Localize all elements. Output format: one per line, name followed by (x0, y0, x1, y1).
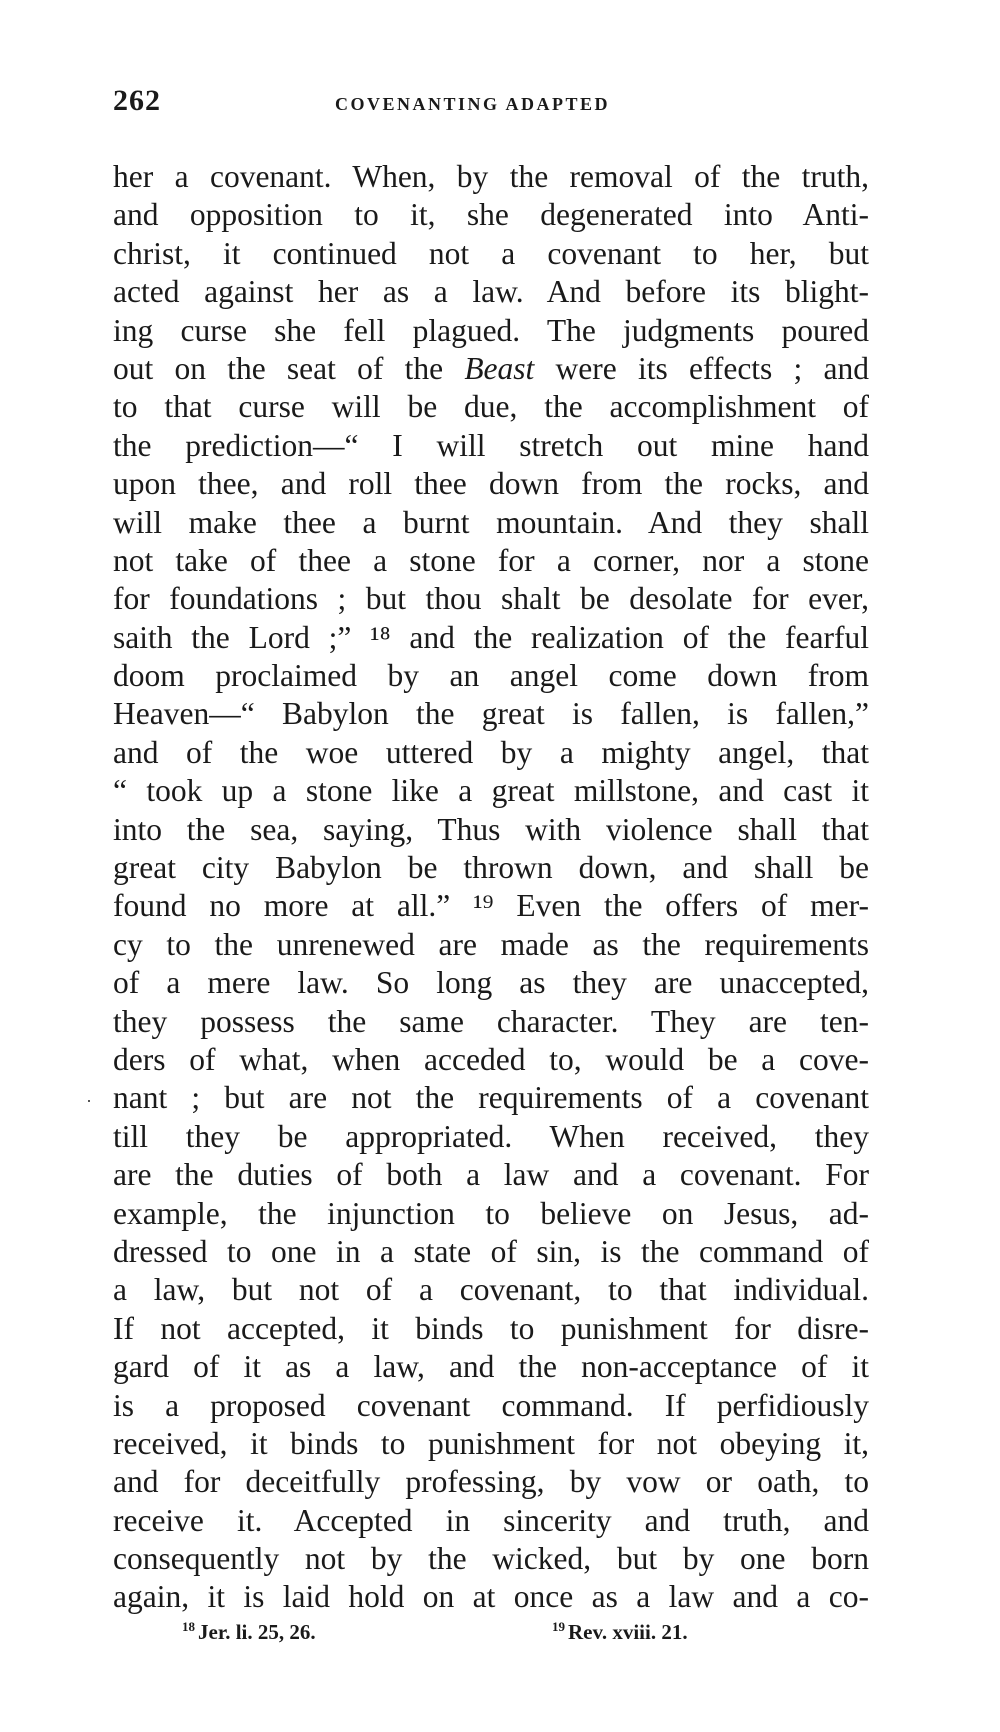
text-line: again, it is laid hold on at once as a law and a co- (113, 1579, 869, 1615)
text-line: nant ; but are not the requirements of a covenant (113, 1080, 869, 1116)
text-line: saith the Lord ;” ¹⁸ and the realization of the fearful (113, 619, 869, 655)
text-line: gard of it as a law, and the non-acceptance of it (113, 1349, 869, 1385)
page-number: 262 (113, 84, 161, 117)
text-line: and for deceitfully professing, by vow or oath, to (113, 1464, 869, 1500)
text-line: and of the woe uttered by a mighty angel, that (113, 734, 869, 770)
text-line: into the sea, saying, Thus with violence shall that (113, 811, 869, 847)
text-line: and opposition to it, she degenerated into Anti- (113, 197, 869, 233)
page-header (113, 84, 865, 124)
text-line: her a covenant. When, by the removal of the truth, (113, 159, 869, 194)
footnote-18 (182, 1619, 316, 1645)
footnote-text: Jer. li. 25, 26. (198, 1620, 316, 1644)
text-line: ing curse she fell plagued. The judgments poured (113, 312, 869, 348)
text-line: for foundations ; but thou shalt be desolate for ever, (113, 581, 869, 617)
text-line: great city Babylon be thrown down, and shall be (113, 850, 869, 886)
text-line: acted against her as a law. And before its blight- (113, 274, 869, 310)
text-line: “ took up a stone like a great millstone, and cast it (113, 773, 869, 809)
text-line: are the duties of both a law and a covenant. For (113, 1157, 869, 1193)
text-line: received, it binds to punishment for not obeying it, (113, 1425, 869, 1461)
text-line: christ, it continued not a covenant to her, but (113, 235, 869, 271)
text-line: the prediction—“ I will stretch out mine hand (113, 427, 869, 463)
running-title: COVENANTING ADAPTED (335, 94, 611, 114)
text-line: upon thee, and roll thee down from the rocks, and (113, 466, 869, 502)
text-line: is a proposed covenant command. If perfidiously (113, 1387, 869, 1423)
text-line: Heaven—“ Babylon the great is fallen, is fallen,” (113, 696, 869, 732)
text-line: If not accepted, it binds to punishment for disre- (113, 1310, 869, 1346)
text-line: receive it. Accepted in sincerity and truth, and (113, 1502, 869, 1538)
text-line: consequently not by the wicked, but by one born (113, 1541, 869, 1577)
text-line: to that curse will be due, the accomplishment of (113, 389, 869, 425)
body-text (113, 158, 869, 1617)
scan-speck (88, 1100, 90, 1102)
text-line: a law, but not of a covenant, to that individual. (113, 1272, 869, 1308)
text-line: till they be appropriated. When received, they (113, 1118, 869, 1154)
italic-word: Beast (464, 350, 535, 386)
text-line: not take of thee a stone for a corner, nor a stone (113, 542, 869, 578)
footnotes (182, 1619, 822, 1651)
text-line: ders of what, when acceded to, would be a cove- (113, 1041, 869, 1077)
footnote-19 (552, 1619, 688, 1645)
text-line: out on the seat of the Beast were its effects ; and (113, 350, 869, 386)
footnote-marker: 18 (182, 1619, 195, 1634)
text-line: will make thee a burnt mountain. And they shall (113, 504, 869, 540)
text-line: of a mere law. So long as they are unaccepted, (113, 965, 869, 1001)
text-line: found no more at all.” ¹⁹ Even the offers of mer- (113, 888, 869, 924)
text-line: doom proclaimed by an angel come down from (113, 658, 869, 694)
footnote-marker: 19 (552, 1619, 565, 1634)
text-line: example, the injunction to believe on Jesus, ad- (113, 1195, 869, 1231)
footnote-text: Rev. xviii. 21. (568, 1620, 688, 1644)
text-line: they possess the same character. They are ten- (113, 1003, 869, 1039)
text-line: cy to the unrenewed are made as the requirements (113, 926, 869, 962)
text-line: dressed to one in a state of sin, is the command of (113, 1233, 869, 1269)
